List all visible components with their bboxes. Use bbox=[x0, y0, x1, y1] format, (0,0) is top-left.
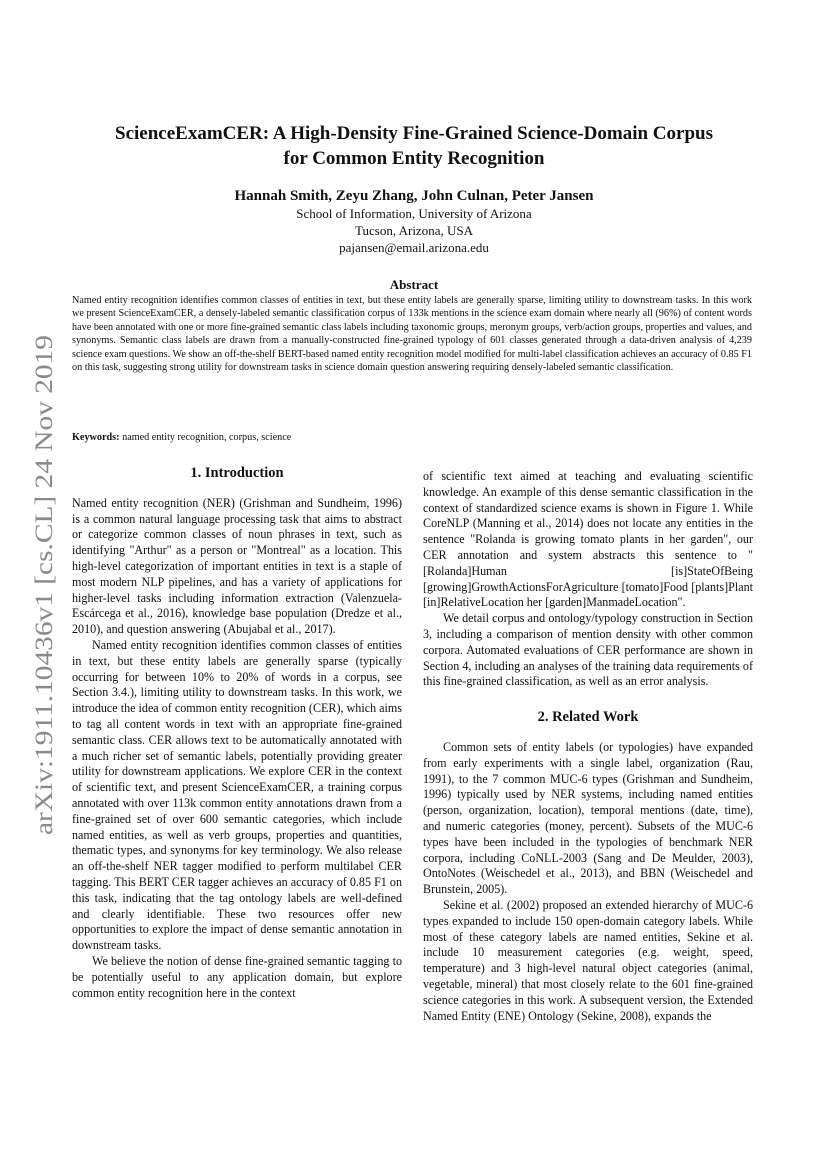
paragraph: Named entity recognition identifies common classes of entities in text, but these entity labels are generally sparse (typically occurring for between 10% to 20% of words in a corpus, see Section 3.4.), limiting utility to downstream tasks. In this work, we introduce the idea of common entity recognition (CER), which aims to tag all content words in text with an appropriate fine-grained semantic class. CER allows text to be automatically annotated with a much richer set of semantic labels, potentially providing greater utility for downstream applications. We explore CER in the context of scientific text, and present ScienceExamCER, a training corpus annotated with over 113k common entity annotations drawn from a fine-grained set of over 600 semantic categories, which include named entities, as well as verb groups, properties and quantities, thematic types, and synonyms for key terminology. We also release an off-the-shelf NER tagger modified to perform multilabel CER tagging. This BERT CER tagger achieves an accuracy of 0.85 F1 on this task, indicating that the tag ontology labels are well-defined and clearly identifiable. These two resources offer new opportunities to explore the impact of dense semantic annotation in downstream tasks. bbox=[72, 637, 402, 953]
email: pajansen@email.arizona.edu bbox=[339, 240, 489, 255]
section-heading-introduction: 1. Introduction bbox=[190, 465, 284, 481]
arxiv-stamp-text: arXiv:1911.10436v1 [cs.CL] 24 Nov 2019 bbox=[31, 409, 58, 835]
paragraph: We detail corpus and ontology/typology construction in Section 3, including a comparison of mention density with other common corpora. Automated evaluations of CER performance are shown in Section 4, including an analyses of the training data requirements of this fine-grained classification, as well as an error analysis. bbox=[423, 611, 753, 689]
title-line-2: for Common Entity Recognition bbox=[283, 148, 545, 169]
paragraph: Common sets of entity labels (or typologies) have expanded from early experiments with a single label, organization (Rau, 1991), to the 7 common MUC-6 types (Grishman and Sundheim, 1996) typically used by NER systems, including named entities (person, organization, location), temporal mentions (date, time), and numeric categories (money, percent). Subsets of the MUC-6 types have been included in the typologies of benchmark NER corpora, including CoNLL-2003 (Sang and De Meulder, 2003), OntoNotes (Weischedel et al., 2013), and BBN (Weischedel and Brunstein, 2005). bbox=[423, 739, 753, 897]
keywords-text: named entity recognition, corpus, science bbox=[119, 432, 292, 443]
section-heading-related-work: 2. Related Work bbox=[537, 709, 639, 726]
arxiv-side-stamp bbox=[14, 330, 70, 840]
affiliation-line: School of Information, University of Arizona bbox=[296, 206, 532, 221]
left-column bbox=[72, 466, 402, 1001]
abstract-heading: Abstract bbox=[389, 277, 439, 292]
abstract-text: Named entity recognition identifies common classes of entities in text, but these entity labels are generally sparse, limiting utility to downstream tasks. In this work we present ScienceExamCER, a densely-labeled semantic classification corpus of 133k mentions in the science exam domain where nearly all (96%) of content words have been annotated with one or more fine-grained semantic class labels including taxonomic groups, meronym groups, verb/action groups, properties and values, and synonyms. Semantic class labels are drawn from a manually-constructed fine-grained typology of 601 classes generated through a data-driven analysis of 4,239 science exam questions. We show an off-the-shelf BERT-based named entity recognition model modified for multi-label classification achieves an accuracy of 0.85 F1 on this task, suggesting strong utility for downstream tasks in science domain question answering requiring densely-labeled semantic classification. bbox=[72, 295, 752, 374]
right-column bbox=[423, 469, 753, 1024]
paragraph: We believe the notion of dense fine-grained semantic tagging to be potentially useful to any application domain, but explore common entity recognition here in the context bbox=[72, 953, 402, 1000]
affiliation-line: Tucson, Arizona, USA bbox=[355, 223, 473, 238]
keywords bbox=[72, 432, 752, 443]
paragraph: Named entity recognition (NER) (Grishman and Sundheim, 1996) is a common natural language processing task that aims to abstract or categorize common classes of noun phrases in text, such as identifying "Arthur" as a person or "Montreal" as a location. This high-level categorization of important entities in text is a staple of most modern NLP pipelines, and has a variety of applications for higher-level tasks including information extraction (Valenzuela-Escárcega et al., 2016), knowledge base population (Dredze et al., 2010), and question answering (Abujabal et al., 2017). bbox=[72, 495, 402, 637]
authors: Hannah Smith, Zeyu Zhang, John Culnan, Peter Jansen bbox=[234, 188, 594, 204]
keywords-label: Keywords: bbox=[72, 432, 120, 443]
paragraph: of scientific text aimed at teaching and evaluating scientific knowledge. An example of this dense semantic classification in the context of standardized science exams is shown in Figure 1. While CoreNLP (Manning et al., 2014) does not locate any entities in the sentence "Rolanda is growing tomato plants in her garden", our CER annotation and system abstracts this sentence to "[Rolanda]Human [is]StateOfBeing [growing]GrowthActionsForAgriculture [tomato]Food [plants]Plant [in]RelativeLocation her [garden]ManmadeLocation". bbox=[423, 469, 753, 610]
affiliation bbox=[80, 205, 748, 256]
title-line-1: ScienceExamCER: A High-Density Fine-Grained Science-Domain Corpus bbox=[115, 123, 713, 144]
paragraph: Sekine et al. (2002) proposed an extended hierarchy of MUC-6 types expanded to include 150 open-domain category labels. While most of these category labels are named entities, Sekine et al. include 10 measurement categories (e.g. weight, speed, temperature) and 3 high-level natural object categories (animal, vegetable, mineral) that most closely relate to the 601 fine-grained science categories in this work. A subsequent version, the Extended Named Entity (ENE) Ontology (Sekine, 2008), expands the bbox=[423, 897, 753, 1023]
paper-title bbox=[80, 121, 748, 171]
